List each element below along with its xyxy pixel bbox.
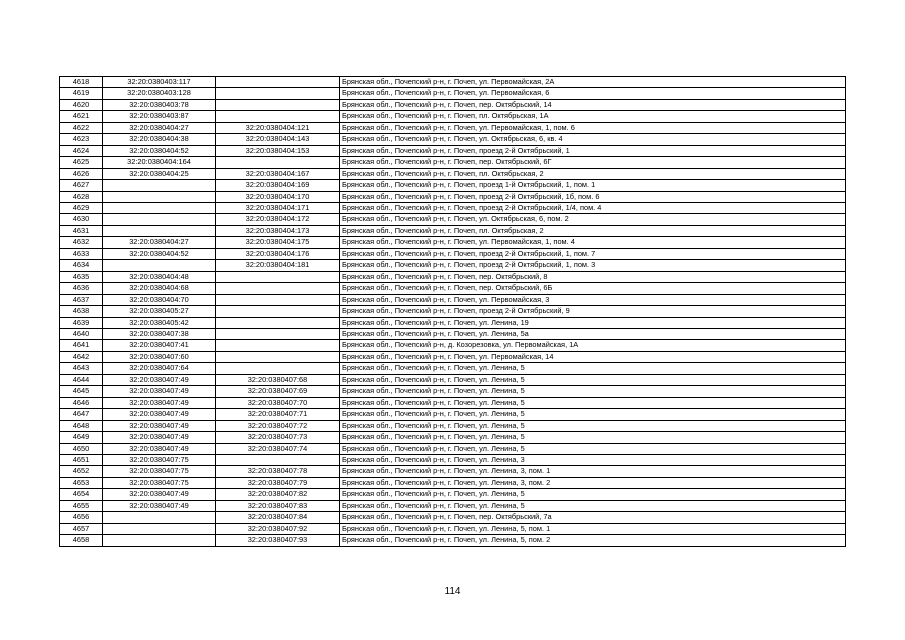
table-row <box>60 271 846 282</box>
linked-cadastral-number-cell <box>216 77 340 88</box>
row-number-cell: 4624 <box>60 145 103 156</box>
row-number-cell: 4641 <box>60 340 103 351</box>
row-number-cell: 4642 <box>60 351 103 362</box>
table-row <box>60 283 846 294</box>
address-cell: Брянская обл., Почепский р-н, г. Почеп, ул. Ленина, 5 <box>340 420 846 431</box>
linked-cadastral-number-cell: 32:20:0380404:121 <box>216 122 340 133</box>
linked-cadastral-number-cell: 32:20:0380407:82 <box>216 489 340 500</box>
linked-cadastral-number-cell <box>216 363 340 374</box>
linked-cadastral-number-cell <box>216 317 340 328</box>
linked-cadastral-number-cell: 32:20:0380404:167 <box>216 168 340 179</box>
address-cell: Брянская обл., Почепский р-н, г. Почеп, пл. Октябрьская, 2 <box>340 168 846 179</box>
linked-cadastral-number-cell <box>216 157 340 168</box>
cadastral-number-cell: 32:20:0380407:49 <box>103 409 216 420</box>
table-row <box>60 260 846 271</box>
address-cell: Брянская обл., Почепский р-н, г. Почеп, ул. Ленина, 5 <box>340 443 846 454</box>
address-cell: Брянская обл., Почепский р-н, г. Почеп, пер. Октябрьский, 6Б <box>340 283 846 294</box>
address-cell: Брянская обл., Почепский р-н, г. Почеп, ул. Ленина, 5, пом. 1 <box>340 523 846 534</box>
row-number-cell: 4627 <box>60 180 103 191</box>
address-cell: Брянская обл., Почепский р-н, г. Почеп, ул. Ленина, 5 <box>340 386 846 397</box>
row-number-cell: 4656 <box>60 512 103 523</box>
row-number-cell: 4645 <box>60 386 103 397</box>
cadastral-number-cell: 32:20:0380407:75 <box>103 477 216 488</box>
address-cell: Брянская обл., Почепский р-н, г. Почеп, ул. Ленина, 5 <box>340 374 846 385</box>
linked-cadastral-number-cell <box>216 306 340 317</box>
row-number-cell: 4622 <box>60 122 103 133</box>
cadastral-number-cell <box>103 523 216 534</box>
table-row <box>60 386 846 397</box>
row-number-cell: 4621 <box>60 111 103 122</box>
address-cell: Брянская обл., Почепский р-н, г. Почеп, ул. Первомайская, 6 <box>340 88 846 99</box>
row-number-cell: 4623 <box>60 134 103 145</box>
table-row <box>60 340 846 351</box>
cadastral-number-cell: 32:20:0380407:49 <box>103 420 216 431</box>
linked-cadastral-number-cell <box>216 340 340 351</box>
address-cell: Брянская обл., Почепский р-н, г. Почеп, ул. Ленина, 3 <box>340 454 846 465</box>
cadastral-number-cell <box>103 260 216 271</box>
table-row <box>60 409 846 420</box>
linked-cadastral-number-cell <box>216 283 340 294</box>
cadastral-number-cell: 32:20:0380407:49 <box>103 432 216 443</box>
address-cell: Брянская обл., Почепский р-н, г. Почеп, ул. Ленина, 3, пом. 1 <box>340 466 846 477</box>
address-cell: Брянская обл., Почепский р-н, г. Почеп, ул. Ленина, 5а <box>340 328 846 339</box>
linked-cadastral-number-cell: 32:20:0380404:176 <box>216 248 340 259</box>
table-row <box>60 535 846 546</box>
row-number-cell: 4651 <box>60 454 103 465</box>
table-row <box>60 237 846 248</box>
address-cell: Брянская обл., Почепский р-н, г. Почеп, проезд 2-й Октябрьский, 9 <box>340 306 846 317</box>
cadastral-number-cell <box>103 512 216 523</box>
cadastral-number-cell: 32:20:0380403:117 <box>103 77 216 88</box>
table-row <box>60 168 846 179</box>
table-row <box>60 328 846 339</box>
cadastral-number-cell: 32:20:0380407:49 <box>103 386 216 397</box>
row-number-cell: 4646 <box>60 397 103 408</box>
cadastral-number-cell: 32:20:0380404:164 <box>103 157 216 168</box>
linked-cadastral-number-cell <box>216 351 340 362</box>
table-row <box>60 248 846 259</box>
address-cell: Брянская обл., Почепский р-н, д. Козорезовка, ул. Первомайская, 1А <box>340 340 846 351</box>
address-cell: Брянская обл., Почепский р-н, г. Почеп, ул. Ленина, 5 <box>340 363 846 374</box>
address-cell: Брянская обл., Почепский р-н, г. Почеп, проезд 1-й Октябрьский, 1, пом. 1 <box>340 180 846 191</box>
table-row <box>60 214 846 225</box>
cadastral-number-cell: 32:20:0380407:41 <box>103 340 216 351</box>
cadastral-number-cell <box>103 191 216 202</box>
cadastral-number-cell <box>103 180 216 191</box>
address-cell: Брянская обл., Почепский р-н, г. Почеп, ул. Первомайская, 2А <box>340 77 846 88</box>
linked-cadastral-number-cell: 32:20:0380404:169 <box>216 180 340 191</box>
cadastral-number-cell: 32:20:0380403:78 <box>103 99 216 110</box>
address-cell: Брянская обл., Почепский р-н, г. Почеп, проезд 2-й Октябрьский, 1, пом. 7 <box>340 248 846 259</box>
address-cell: Брянская обл., Почепский р-н, г. Почеп, пер. Октябрьский, 14 <box>340 99 846 110</box>
cadastral-number-cell: 32:20:0380407:64 <box>103 363 216 374</box>
linked-cadastral-number-cell: 32:20:0380404:170 <box>216 191 340 202</box>
linked-cadastral-number-cell: 32:20:0380407:93 <box>216 535 340 546</box>
cadastral-number-cell: 32:20:0380407:49 <box>103 397 216 408</box>
table-row <box>60 157 846 168</box>
address-cell: Брянская обл., Почепский р-н, г. Почеп, ул. Ленина, 5 <box>340 397 846 408</box>
linked-cadastral-number-cell: 32:20:0380407:71 <box>216 409 340 420</box>
table-row <box>60 523 846 534</box>
row-number-cell: 4655 <box>60 500 103 511</box>
table-row <box>60 374 846 385</box>
address-cell: Брянская обл., Почепский р-н, г. Почеп, проезд 2-й Октябрьский, 1, пом. 3 <box>340 260 846 271</box>
linked-cadastral-number-cell: 32:20:0380407:74 <box>216 443 340 454</box>
table-row <box>60 180 846 191</box>
row-number-cell: 4658 <box>60 535 103 546</box>
address-cell: Брянская обл., Почепский р-н, г. Почеп, проезд 2-й Октябрьский, 1/4, пом. 4 <box>340 202 846 213</box>
page-number: 114 <box>444 586 461 597</box>
table-row <box>60 88 846 99</box>
linked-cadastral-number-cell: 32:20:0380407:69 <box>216 386 340 397</box>
table-row <box>60 145 846 156</box>
table-row <box>60 294 846 305</box>
cadastral-number-cell: 32:20:0380404:25 <box>103 168 216 179</box>
table-row <box>60 512 846 523</box>
cadastral-number-cell <box>103 535 216 546</box>
address-cell: Брянская обл., Почепский р-н, г. Почеп, ул. Октябрьская, 6, кв. 4 <box>340 134 846 145</box>
linked-cadastral-number-cell: 32:20:0380407:70 <box>216 397 340 408</box>
cadastral-number-cell: 32:20:0380404:52 <box>103 145 216 156</box>
linked-cadastral-number-cell <box>216 99 340 110</box>
linked-cadastral-number-cell <box>216 88 340 99</box>
cadastral-number-cell: 32:20:0380407:60 <box>103 351 216 362</box>
address-cell: Брянская обл., Почепский р-н, г. Почеп, ул. Ленина, 5 <box>340 489 846 500</box>
row-number-cell: 4636 <box>60 283 103 294</box>
row-number-cell: 4628 <box>60 191 103 202</box>
row-number-cell: 4653 <box>60 477 103 488</box>
cadastral-number-cell: 32:20:0380407:38 <box>103 328 216 339</box>
linked-cadastral-number-cell: 32:20:0380407:73 <box>216 432 340 443</box>
table-row <box>60 77 846 88</box>
linked-cadastral-number-cell: 32:20:0380404:173 <box>216 225 340 236</box>
table-row <box>60 317 846 328</box>
row-number-cell: 4643 <box>60 363 103 374</box>
cadastral-number-cell: 32:20:0380407:75 <box>103 454 216 465</box>
linked-cadastral-number-cell: 32:20:0380407:68 <box>216 374 340 385</box>
linked-cadastral-number-cell: 32:20:0380407:92 <box>216 523 340 534</box>
row-number-cell: 4631 <box>60 225 103 236</box>
table-row <box>60 363 846 374</box>
row-number-cell: 4650 <box>60 443 103 454</box>
table-row <box>60 225 846 236</box>
row-number-cell: 4625 <box>60 157 103 168</box>
row-number-cell: 4633 <box>60 248 103 259</box>
cadastral-number-cell: 32:20:0380404:52 <box>103 248 216 259</box>
address-cell: Брянская обл., Почепский р-н, г. Почеп, пер. Октябрьский, 8 <box>340 271 846 282</box>
cadastral-number-cell: 32:20:0380407:49 <box>103 374 216 385</box>
address-cell: Брянская обл., Почепский р-н, г. Почеп, проезд 2-й Октябрьский, 1б, пом. 6 <box>340 191 846 202</box>
table-row <box>60 500 846 511</box>
linked-cadastral-number-cell <box>216 271 340 282</box>
cadastral-number-cell: 32:20:0380407:49 <box>103 500 216 511</box>
address-cell: Брянская обл., Почепский р-н, г. Почеп, ул. Ленина, 5 <box>340 500 846 511</box>
row-number-cell: 4657 <box>60 523 103 534</box>
cadastral-number-cell: 32:20:0380404:38 <box>103 134 216 145</box>
cadastral-number-cell: 32:20:0380404:27 <box>103 237 216 248</box>
row-number-cell: 4648 <box>60 420 103 431</box>
linked-cadastral-number-cell: 32:20:0380404:175 <box>216 237 340 248</box>
cadastral-number-cell <box>103 202 216 213</box>
address-cell: Брянская обл., Почепский р-н, г. Почеп, ул. Ленина, 3, пом. 2 <box>340 477 846 488</box>
table-row <box>60 477 846 488</box>
row-number-cell: 4647 <box>60 409 103 420</box>
linked-cadastral-number-cell <box>216 294 340 305</box>
linked-cadastral-number-cell: 32:20:0380407:72 <box>216 420 340 431</box>
address-cell: Брянская обл., Почепский р-н, г. Почеп, проезд 2-й Октябрьский, 1 <box>340 145 846 156</box>
table-row <box>60 432 846 443</box>
table-row <box>60 489 846 500</box>
linked-cadastral-number-cell <box>216 328 340 339</box>
address-cell: Брянская обл., Почепский р-н, г. Почеп, пер. Октябрьский, 7а <box>340 512 846 523</box>
row-number-cell: 4652 <box>60 466 103 477</box>
table-row <box>60 443 846 454</box>
table-row <box>60 122 846 133</box>
table-row <box>60 420 846 431</box>
cadastral-number-cell: 32:20:0380407:75 <box>103 466 216 477</box>
cadastral-number-cell: 32:20:0380405:42 <box>103 317 216 328</box>
cadastral-number-cell: 32:20:0380405:27 <box>103 306 216 317</box>
address-cell: Брянская обл., Почепский р-н, г. Почеп, пл. Октябрьская, 2 <box>340 225 846 236</box>
row-number-cell: 4649 <box>60 432 103 443</box>
cadastral-number-cell: 32:20:0380404:48 <box>103 271 216 282</box>
address-cell: Брянская обл., Почепский р-н, г. Почеп, ул. Первомайская, 3 <box>340 294 846 305</box>
table-row <box>60 191 846 202</box>
linked-cadastral-number-cell: 32:20:0380404:172 <box>216 214 340 225</box>
table-row <box>60 351 846 362</box>
row-number-cell: 4618 <box>60 77 103 88</box>
cadastral-number-cell <box>103 225 216 236</box>
cadastral-number-cell: 32:20:0380404:70 <box>103 294 216 305</box>
row-number-cell: 4640 <box>60 328 103 339</box>
table-row <box>60 134 846 145</box>
cadastral-number-cell <box>103 214 216 225</box>
row-number-cell: 4634 <box>60 260 103 271</box>
row-number-cell: 4638 <box>60 306 103 317</box>
row-number-cell: 4635 <box>60 271 103 282</box>
table-row <box>60 466 846 477</box>
linked-cadastral-number-cell: 32:20:0380404:153 <box>216 145 340 156</box>
cadastral-number-cell: 32:20:0380407:49 <box>103 489 216 500</box>
row-number-cell: 4626 <box>60 168 103 179</box>
cadastral-number-cell: 32:20:0380407:49 <box>103 443 216 454</box>
linked-cadastral-number-cell <box>216 454 340 465</box>
address-cell: Брянская обл., Почепский р-н, г. Почеп, ул. Ленина, 5 <box>340 409 846 420</box>
table-row <box>60 397 846 408</box>
cadastral-number-cell: 32:20:0380403:87 <box>103 111 216 122</box>
address-cell: Брянская обл., Почепский р-н, г. Почеп, пл. Октябрьская, 1А <box>340 111 846 122</box>
row-number-cell: 4644 <box>60 374 103 385</box>
row-number-cell: 4637 <box>60 294 103 305</box>
linked-cadastral-number-cell: 32:20:0380407:84 <box>216 512 340 523</box>
address-cell: Брянская обл., Почепский р-н, г. Почеп, ул. Первомайская, 1, пом. 4 <box>340 237 846 248</box>
address-cell: Брянская обл., Почепский р-н, г. Почеп, ул. Ленина, 19 <box>340 317 846 328</box>
table-row <box>60 454 846 465</box>
row-number-cell: 4619 <box>60 88 103 99</box>
table-row <box>60 306 846 317</box>
table-row <box>60 99 846 110</box>
address-cell: Брянская обл., Почепский р-н, г. Почеп, ул. Октябрьская, 6, пом. 2 <box>340 214 846 225</box>
linked-cadastral-number-cell: 32:20:0380404:181 <box>216 260 340 271</box>
property-registry-table <box>59 76 846 547</box>
address-cell: Брянская обл., Почепский р-н, г. Почеп, ул. Ленина, 5, пом. 2 <box>340 535 846 546</box>
address-cell: Брянская обл., Почепский р-н, г. Почеп, пер. Октябрьский, 6Г <box>340 157 846 168</box>
row-number-cell: 4620 <box>60 99 103 110</box>
address-cell: Брянская обл., Почепский р-н, г. Почеп, ул. Ленина, 5 <box>340 432 846 443</box>
address-cell: Брянская обл., Почепский р-н, г. Почеп, ул. Первомайская, 14 <box>340 351 846 362</box>
linked-cadastral-number-cell: 32:20:0380407:79 <box>216 477 340 488</box>
address-cell: Брянская обл., Почепский р-н, г. Почеп, ул. Первомайская, 1, пом. 6 <box>340 122 846 133</box>
cadastral-number-cell: 32:20:0380403:128 <box>103 88 216 99</box>
linked-cadastral-number-cell: 32:20:0380407:83 <box>216 500 340 511</box>
cadastral-number-cell: 32:20:0380404:68 <box>103 283 216 294</box>
row-number-cell: 4630 <box>60 214 103 225</box>
row-number-cell: 4632 <box>60 237 103 248</box>
table-row <box>60 111 846 122</box>
row-number-cell: 4629 <box>60 202 103 213</box>
linked-cadastral-number-cell: 32:20:0380404:171 <box>216 202 340 213</box>
registry-table-body <box>60 77 846 547</box>
row-number-cell: 4639 <box>60 317 103 328</box>
cadastral-number-cell: 32:20:0380404:27 <box>103 122 216 133</box>
table-row <box>60 202 846 213</box>
linked-cadastral-number-cell: 32:20:0380404:143 <box>216 134 340 145</box>
row-number-cell: 4654 <box>60 489 103 500</box>
linked-cadastral-number-cell <box>216 111 340 122</box>
linked-cadastral-number-cell: 32:20:0380407:78 <box>216 466 340 477</box>
